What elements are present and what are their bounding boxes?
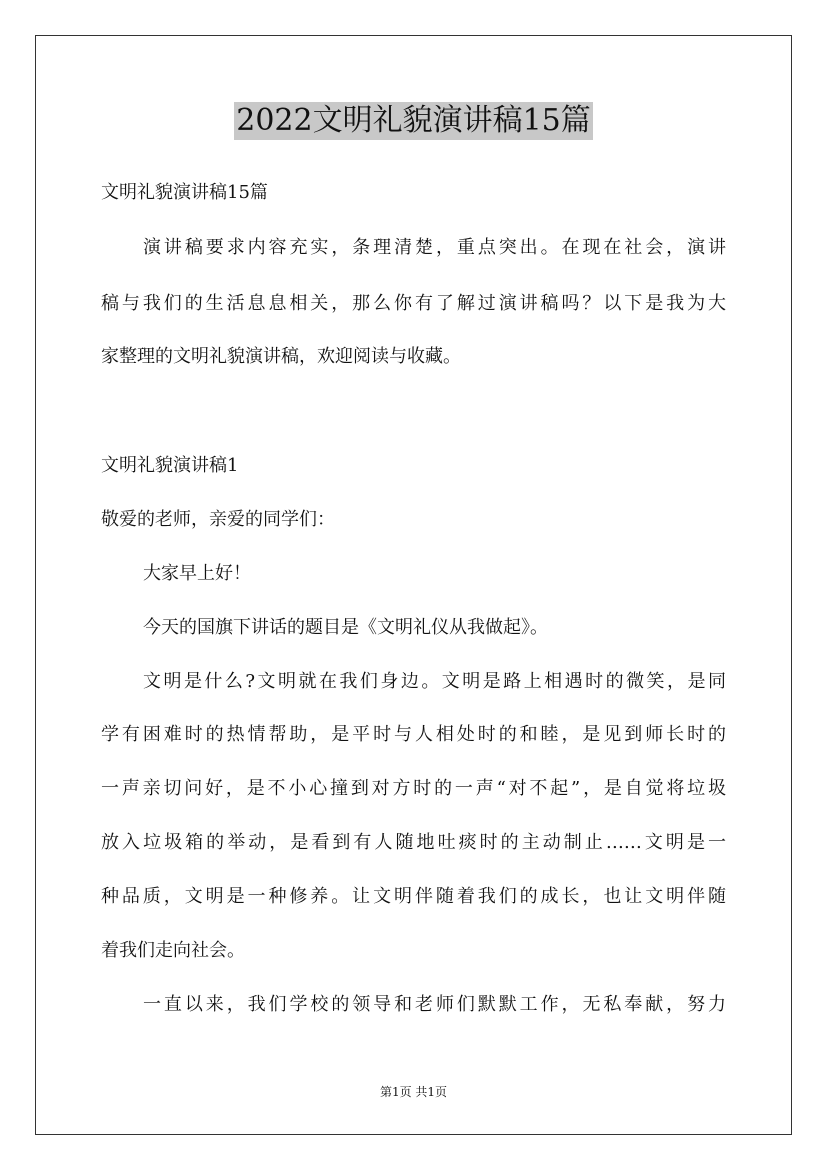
title-text: 2022文明礼貌演讲稿15篇 (236, 103, 591, 138)
document-title (0, 102, 827, 140)
salutation: 敬爱的老师，亲爱的同学们： (101, 509, 335, 530)
para1-line-5: 种品质，文明是一种修养。让文明伴随着我们的成长，也让文明伴随 (101, 886, 726, 907)
intro-line-3: 家整理的文明礼貌演讲稿，欢迎阅读与收藏。 (101, 346, 461, 367)
intro-line-1: 演讲稿要求内容充实，条理清楚，重点突出。在现在社会，演讲 (143, 237, 726, 258)
section-heading: 文明礼貌演讲稿1 (101, 455, 239, 476)
para2-line-1: 一直以来，我们学校的领导和老师们默默工作，无私奉献，努力 (143, 994, 726, 1015)
para1-line-3: 一声亲切问好，是不小心撞到对方时的一声“对不起”，是自觉将垃圾 (101, 778, 726, 799)
para1-line-2: 学有困难时的热情帮助，是平时与人相处时的和睦，是见到师长时的 (101, 724, 726, 745)
para1-line-1: 文明是什么?文明就在我们身边。文明是路上相遇时的微笑，是同 (143, 671, 726, 692)
subtitle: 文明礼貌演讲稿15篇 (101, 182, 268, 203)
greeting: 大家早上好！ (143, 563, 251, 584)
para1-line-4: 放入垃圾箱的举动，是看到有人随地吐痰时的主动制止……文明是一 (101, 832, 726, 853)
para1-line-6: 着我们走向社会。 (101, 940, 245, 961)
intro-line-2: 稿与我们的生活息息相关，那么你有了解过演讲稿吗？以下是我为大 (101, 293, 726, 314)
topic-line: 今天的国旗下讲话的题目是《文明礼仪从我做起》。 (143, 617, 548, 638)
page-footer: 第1页 共1页 (379, 1085, 448, 1099)
